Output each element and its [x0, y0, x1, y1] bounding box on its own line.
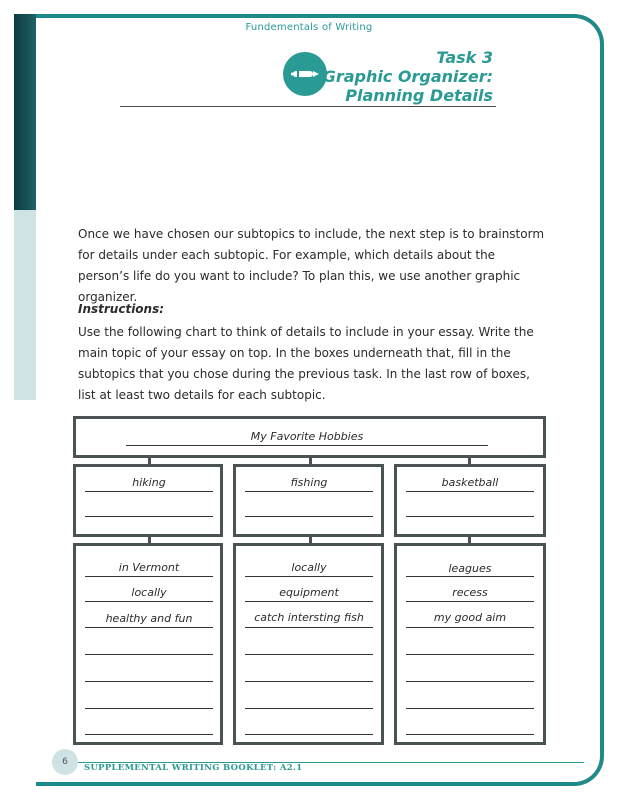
detail-line	[245, 627, 373, 628]
detail-line	[245, 708, 373, 709]
main-topic-line	[126, 445, 488, 446]
detail-line	[245, 681, 373, 682]
detail-line	[85, 708, 213, 709]
detail-line	[245, 576, 373, 577]
detail-text[interactable]: in Vermont	[118, 561, 180, 574]
detail-line	[406, 734, 534, 735]
task-icon-badge	[283, 52, 327, 96]
main-topic-text[interactable]: My Favorite Hobbies	[250, 430, 364, 443]
detail-text[interactable]: my good aim	[433, 611, 507, 624]
heading-rule	[120, 106, 496, 107]
subtopic-text[interactable]: hiking	[132, 476, 166, 489]
detail-line	[245, 734, 373, 735]
detail-line	[406, 708, 534, 709]
subtopic-line	[406, 516, 534, 517]
detail-line	[85, 681, 213, 682]
instructions-paragraph: Use the following chart to think of details to include in your essay. Write the main topic of your essay on top. In the boxes underneath that, fill in the subtopics that you chose during the previous task. In the last row of boxes, list at least two details for each subtopic.	[78, 325, 534, 402]
subtopic-text[interactable]: basketball	[441, 476, 499, 489]
subtopic-line	[245, 516, 373, 517]
subtopic-text[interactable]: fishing	[290, 476, 328, 489]
detail-line	[406, 627, 534, 628]
task-title-line1: Graphic Organizer:	[322, 67, 493, 86]
detail-line	[85, 654, 213, 655]
running-head: Fundementals of Writing	[245, 22, 373, 33]
detail-line	[406, 601, 534, 602]
detail-line	[85, 627, 213, 628]
subtopic-line	[85, 516, 213, 517]
subtopic-line	[406, 491, 534, 492]
subtopic-line	[245, 491, 373, 492]
detail-text[interactable]: locally	[131, 586, 167, 599]
detail-text[interactable]: equipment	[279, 586, 339, 599]
instructions-heading: Instructions:	[78, 302, 165, 316]
detail-line	[406, 681, 534, 682]
detail-text[interactable]: recess	[452, 586, 488, 599]
footer-booklet-title: SUPPLEMENTAL WRITING BOOKLET: A2.1	[84, 763, 303, 773]
detail-line	[85, 734, 213, 735]
detail-line	[85, 601, 213, 602]
subtopic-box	[394, 464, 546, 537]
detail-text[interactable]: healthy and fun	[105, 612, 193, 625]
subtopic-line	[85, 491, 213, 492]
subtopic-box	[233, 464, 384, 537]
task-title-line2: Planning Details	[345, 86, 493, 105]
task-number: Task 3	[436, 48, 493, 67]
detail-text[interactable]: catch intersting fish	[254, 611, 364, 624]
pen-icon	[290, 67, 320, 81]
subtopic-box	[73, 464, 223, 537]
detail-text[interactable]: leagues	[448, 562, 492, 575]
intro-paragraph: Once we have chosen our subtopics to include, the next step is to brainstorm for details under each subtopic. For example, which details about the person’s life do you want to include? To plan this, we use another graphic organizer.	[78, 227, 545, 304]
detail-line	[406, 654, 534, 655]
detail-line	[406, 576, 534, 577]
detail-line	[85, 576, 213, 577]
detail-line	[245, 654, 373, 655]
task-heading	[323, 48, 493, 105]
detail-line	[245, 601, 373, 602]
page-number: 6	[52, 749, 78, 775]
detail-text[interactable]: locally	[291, 561, 327, 574]
